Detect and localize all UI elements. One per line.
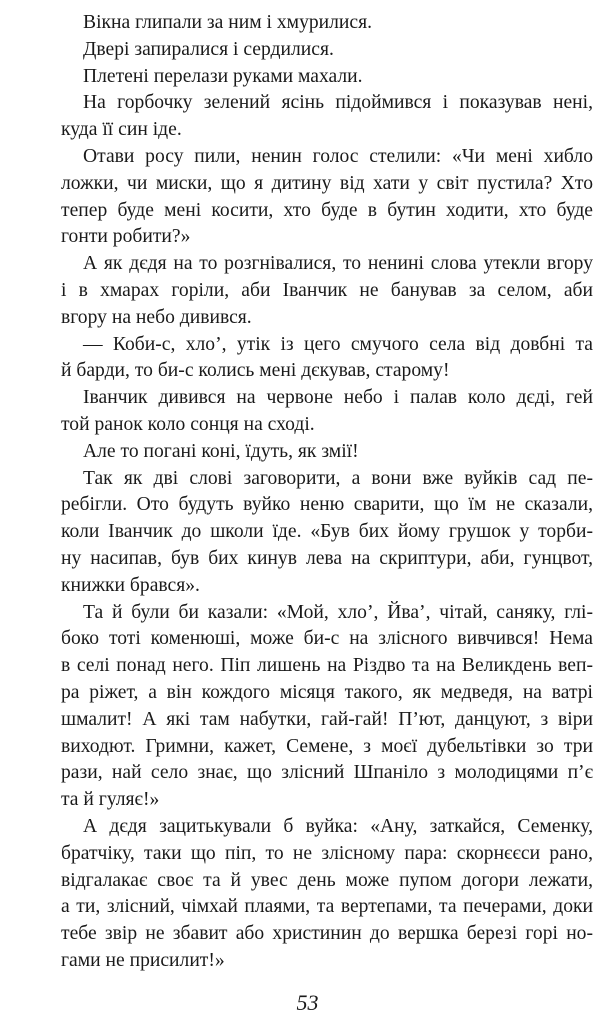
text-line: Вікна глипали за ним і хмурилися. xyxy=(83,12,373,33)
text-line: відгалакає своє та й увес день може пупом догори лежати, xyxy=(61,869,593,891)
text-line: той ранок коло сонця на сході. xyxy=(61,413,315,435)
text-line: шмалит! А які там набутки, гай-гай! П’ют, данцуют, з віри xyxy=(61,708,593,730)
page-number: 53 xyxy=(296,990,319,1015)
text-line: вгору на небо дивився. xyxy=(61,306,252,328)
text-line: виходют. Гримни, кажет, Семене, з моєї дубельтівки зо три xyxy=(61,735,593,757)
text-line: ребігли. Ото будуть вуйко неню сварити, що їм не сказали, xyxy=(61,494,593,516)
text-line: Двері запиралися і сердилися. xyxy=(83,38,334,60)
text-line: та й гуляє!» xyxy=(61,789,160,811)
text-line: книжки брався». xyxy=(61,574,200,596)
text-line: ра ріжет, а він кождого місяця такого, як медведя, на ватрі xyxy=(61,681,593,703)
text-line: Але то погані коні, їдуть, як змії! xyxy=(83,440,359,462)
text-line: братчіку, таки що піп, то не злісному пара: скорнєєси рано, xyxy=(61,842,593,864)
text-line: ну насипав, був бих кинув лева на скриптури, аби, гунцвот, xyxy=(61,547,593,569)
text-line: а ти, злісний, чімхай плаями, та вертепами, та печерами, доки xyxy=(61,896,593,918)
book-page-text xyxy=(61,10,593,975)
text-line: тебе звір не збавит або христинин до вершка березі горі но- xyxy=(61,923,593,945)
text-line: гами не присилит!» xyxy=(61,949,225,971)
text-line: Отави росу пили, ненин голос стелили: «Чи мені хибло xyxy=(83,145,593,167)
text-line: гонти робити?» xyxy=(61,226,191,248)
text-line: На горбочку зелений ясінь підоймився і показував нені, xyxy=(83,92,593,114)
text-line: Та й були би казали: «Мой, хло’, Йва’, чітай, саняку, глі- xyxy=(83,601,593,623)
text-line: Так як дві слові заговорити, а вони вже вуйків сад пе- xyxy=(83,467,593,489)
text-line: тепер буде мені косити, хто буде в бутин ходити, хто буде xyxy=(61,199,593,221)
text-line: в селі понад него. Піп лишень на Різдво та на Великдень веп- xyxy=(61,655,593,677)
text-line: — Коби-с, хло’, утік із цего смучого села від довбні та xyxy=(83,333,593,355)
text-line: Іванчик дивився на червоне небо і палав коло дєді, гей xyxy=(83,387,593,409)
text-line: й барди, то би-с колись мені дєкував, старому! xyxy=(61,360,450,382)
text-line: А як дєдя на то розгнівалися, то ненині слова утекли вгору xyxy=(83,253,593,275)
text-line: і в хмарах горіли, аби Іванчик не банував за селом, аби xyxy=(61,279,593,301)
text-line: ложки, чи миски, що я дитину від хати у світ пустила? Хто xyxy=(61,172,593,194)
text-line: коли Іванчик до школи їде. «Був бих йому грушок у торби- xyxy=(61,521,593,543)
text-line: куда її син іде. xyxy=(61,119,182,141)
text-line: Плетені перелази руками махали. xyxy=(83,65,363,87)
text-line: А дєдя зацитькували б вуйка: «Ану, заткайся, Семенку, xyxy=(83,815,593,837)
text-line: боко тоті коменюші, може би-с на злісного вивчився! Нема xyxy=(61,628,593,650)
text-line: рази, най село знає, що злісний Шпаніло з молодицями п’є xyxy=(61,762,593,784)
